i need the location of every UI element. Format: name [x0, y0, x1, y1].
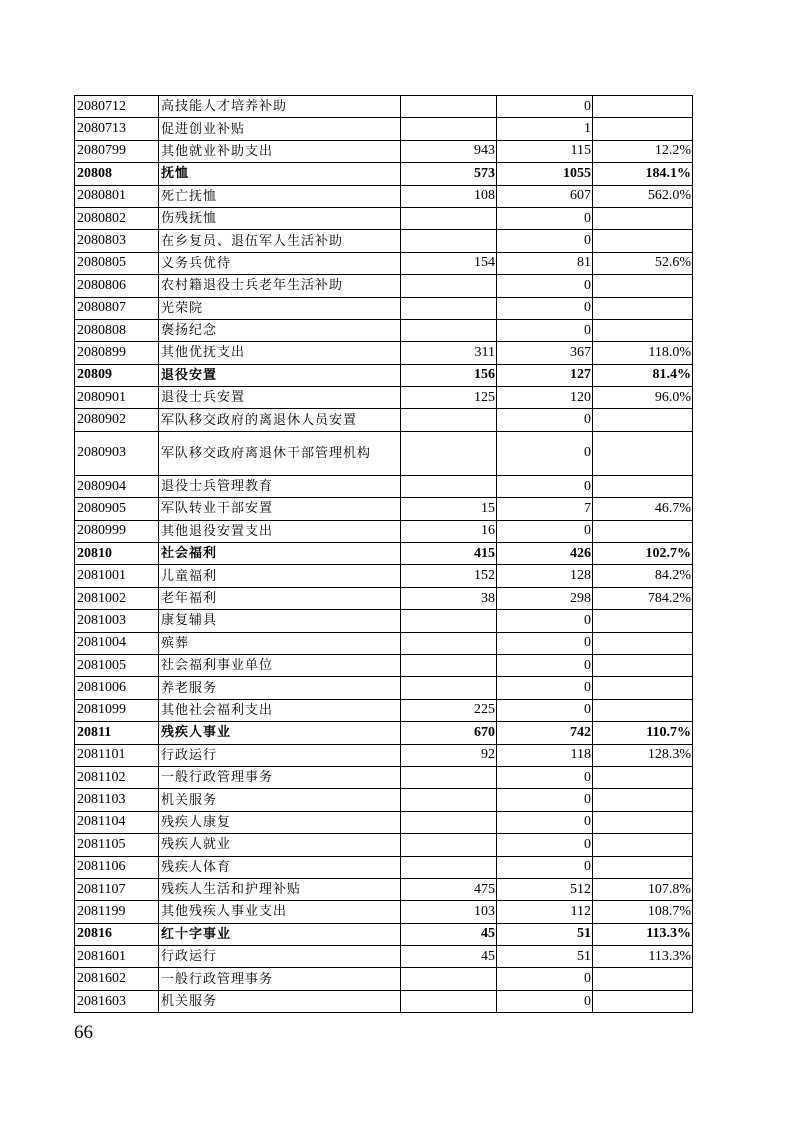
- prior-amount-cell: 156: [401, 364, 497, 386]
- ratio-cell: [593, 654, 693, 676]
- ratio-cell: [593, 230, 693, 252]
- item-name-cell: 一般行政管理事务: [159, 766, 401, 788]
- ratio-cell: 107.8%: [593, 878, 693, 900]
- table-row: [75, 565, 693, 587]
- item-name-cell: 一般行政管理事务: [159, 968, 401, 990]
- prior-amount-cell: 45: [401, 923, 497, 945]
- item-name-cell: 义务兵优待: [159, 252, 401, 274]
- table-row: [75, 654, 693, 676]
- table-row: [75, 946, 693, 968]
- current-amount-cell: 51: [497, 923, 593, 945]
- current-amount-cell: 127: [497, 364, 593, 386]
- prior-amount-cell: [401, 96, 497, 118]
- current-amount-cell: 112: [497, 901, 593, 923]
- prior-amount-cell: 16: [401, 520, 497, 542]
- prior-amount-cell: 38: [401, 587, 497, 609]
- prior-amount-cell: [401, 766, 497, 788]
- prior-amount-cell: 311: [401, 342, 497, 364]
- ratio-cell: 118.0%: [593, 342, 693, 364]
- current-amount-cell: 7: [497, 498, 593, 520]
- ratio-cell: [593, 834, 693, 856]
- ratio-cell: 81.4%: [593, 364, 693, 386]
- prior-amount-cell: [401, 431, 497, 475]
- table-row: [75, 431, 693, 475]
- current-amount-cell: 51: [497, 946, 593, 968]
- item-name-cell: 殡葬: [159, 632, 401, 654]
- item-code-cell: 2080901: [75, 387, 159, 409]
- item-name-cell: 退役士兵安置: [159, 387, 401, 409]
- item-name-cell: 行政运行: [159, 744, 401, 766]
- prior-amount-cell: [401, 677, 497, 699]
- table-row: [75, 878, 693, 900]
- current-amount-cell: 1: [497, 118, 593, 140]
- prior-amount-cell: [401, 811, 497, 833]
- prior-amount-cell: 152: [401, 565, 497, 587]
- item-name-cell: 军队移交政府离退休干部管理机构: [159, 431, 401, 475]
- current-amount-cell: 367: [497, 342, 593, 364]
- current-amount-cell: 0: [497, 789, 593, 811]
- table-row: [75, 811, 693, 833]
- prior-amount-cell: 415: [401, 543, 497, 565]
- item-code-cell: 2080801: [75, 185, 159, 207]
- current-amount-cell: 0: [497, 275, 593, 297]
- item-code-cell: 2081105: [75, 834, 159, 856]
- category-row: [75, 543, 693, 565]
- ratio-cell: [593, 275, 693, 297]
- table-row: [75, 207, 693, 229]
- item-code-cell: 2081099: [75, 699, 159, 721]
- item-name-cell: 在乡复员、退伍军人生活补助: [159, 230, 401, 252]
- current-amount-cell: 81: [497, 252, 593, 274]
- item-code-cell: 2081104: [75, 811, 159, 833]
- item-name-cell: 促进创业补贴: [159, 118, 401, 140]
- ratio-cell: [593, 811, 693, 833]
- item-name-cell: 其他残疾人事业支出: [159, 901, 401, 923]
- ratio-cell: [593, 297, 693, 319]
- item-name-cell: 抚恤: [159, 163, 401, 185]
- item-name-cell: 残疾人事业: [159, 722, 401, 744]
- category-row: [75, 722, 693, 744]
- item-code-cell: 2081199: [75, 901, 159, 923]
- ratio-cell: [593, 96, 693, 118]
- item-code-cell: 2081002: [75, 587, 159, 609]
- table-body: [75, 96, 693, 1013]
- ratio-cell: [593, 610, 693, 632]
- item-code-cell: 20808: [75, 163, 159, 185]
- current-amount-cell: 298: [497, 587, 593, 609]
- item-code-cell: 20811: [75, 722, 159, 744]
- ratio-cell: [593, 431, 693, 475]
- item-code-cell: 2081603: [75, 990, 159, 1012]
- item-code-cell: 2081103: [75, 789, 159, 811]
- prior-amount-cell: 125: [401, 387, 497, 409]
- table-row: [75, 96, 693, 118]
- table-row: [75, 990, 693, 1012]
- item-name-cell: 儿童福利: [159, 565, 401, 587]
- item-code-cell: 2081005: [75, 654, 159, 676]
- current-amount-cell: 118: [497, 744, 593, 766]
- table-row: [75, 342, 693, 364]
- table-row: [75, 409, 693, 431]
- current-amount-cell: 0: [497, 990, 593, 1012]
- current-amount-cell: 115: [497, 140, 593, 162]
- ratio-cell: 113.3%: [593, 946, 693, 968]
- current-amount-cell: 0: [497, 96, 593, 118]
- prior-amount-cell: 108: [401, 185, 497, 207]
- ratio-cell: 84.2%: [593, 565, 693, 587]
- item-code-cell: 2080713: [75, 118, 159, 140]
- current-amount-cell: 120: [497, 387, 593, 409]
- item-name-cell: 其他退役安置支出: [159, 520, 401, 542]
- prior-amount-cell: 103: [401, 901, 497, 923]
- ratio-cell: [593, 766, 693, 788]
- item-code-cell: 2081101: [75, 744, 159, 766]
- prior-amount-cell: [401, 632, 497, 654]
- table-row: [75, 744, 693, 766]
- item-name-cell: 退役安置: [159, 364, 401, 386]
- table-row: [75, 140, 693, 162]
- table-row: [75, 789, 693, 811]
- prior-amount-cell: [401, 654, 497, 676]
- current-amount-cell: 607: [497, 185, 593, 207]
- table-row: [75, 275, 693, 297]
- category-row: [75, 364, 693, 386]
- current-amount-cell: 512: [497, 878, 593, 900]
- ratio-cell: 12.2%: [593, 140, 693, 162]
- table-row: [75, 319, 693, 341]
- item-name-cell: 其他社会福利支出: [159, 699, 401, 721]
- item-name-cell: 残疾人生活和护理补贴: [159, 878, 401, 900]
- item-code-cell: 20810: [75, 543, 159, 565]
- table-row: [75, 118, 693, 140]
- prior-amount-cell: [401, 610, 497, 632]
- table-row: [75, 677, 693, 699]
- item-name-cell: 军队移交政府的离退休人员安置: [159, 409, 401, 431]
- table-row: [75, 834, 693, 856]
- item-name-cell: 机关服务: [159, 990, 401, 1012]
- table-row: [75, 587, 693, 609]
- prior-amount-cell: [401, 409, 497, 431]
- item-name-cell: 残疾人就业: [159, 834, 401, 856]
- ratio-cell: [593, 677, 693, 699]
- prior-amount-cell: [401, 230, 497, 252]
- prior-amount-cell: 475: [401, 878, 497, 900]
- item-name-cell: 残疾人康复: [159, 811, 401, 833]
- prior-amount-cell: [401, 990, 497, 1012]
- table-row: [75, 699, 693, 721]
- prior-amount-cell: 92: [401, 744, 497, 766]
- current-amount-cell: 128: [497, 565, 593, 587]
- current-amount-cell: 742: [497, 722, 593, 744]
- ratio-cell: 52.6%: [593, 252, 693, 274]
- item-code-cell: 2080712: [75, 96, 159, 118]
- ratio-cell: [593, 118, 693, 140]
- current-amount-cell: 0: [497, 834, 593, 856]
- item-name-cell: 老年福利: [159, 587, 401, 609]
- current-amount-cell: 0: [497, 654, 593, 676]
- current-amount-cell: 0: [497, 699, 593, 721]
- prior-amount-cell: 573: [401, 163, 497, 185]
- table-row: [75, 498, 693, 520]
- page-number: 66: [74, 1022, 93, 1043]
- prior-amount-cell: [401, 789, 497, 811]
- table-row: [75, 185, 693, 207]
- item-name-cell: 其他就业补助支出: [159, 140, 401, 162]
- item-code-cell: 2080899: [75, 342, 159, 364]
- ratio-cell: [593, 632, 693, 654]
- prior-amount-cell: 45: [401, 946, 497, 968]
- table-row: [75, 610, 693, 632]
- prior-amount-cell: [401, 834, 497, 856]
- current-amount-cell: 0: [497, 230, 593, 252]
- ratio-cell: 96.0%: [593, 387, 693, 409]
- item-code-cell: 2081601: [75, 946, 159, 968]
- item-name-cell: 农村籍退役士兵老年生活补助: [159, 275, 401, 297]
- current-amount-cell: 0: [497, 811, 593, 833]
- prior-amount-cell: [401, 275, 497, 297]
- item-name-cell: 红十字事业: [159, 923, 401, 945]
- item-name-cell: 行政运行: [159, 946, 401, 968]
- current-amount-cell: 0: [497, 520, 593, 542]
- ratio-cell: 108.7%: [593, 901, 693, 923]
- item-code-cell: 2081602: [75, 968, 159, 990]
- prior-amount-cell: 15: [401, 498, 497, 520]
- item-code-cell: 2080902: [75, 409, 159, 431]
- prior-amount-cell: [401, 207, 497, 229]
- item-code-cell: 2081006: [75, 677, 159, 699]
- prior-amount-cell: 670: [401, 722, 497, 744]
- ratio-cell: 113.3%: [593, 923, 693, 945]
- table-row: [75, 252, 693, 274]
- item-code-cell: 20809: [75, 364, 159, 386]
- item-name-cell: 社会福利: [159, 543, 401, 565]
- item-name-cell: 康复辅具: [159, 610, 401, 632]
- ratio-cell: [593, 699, 693, 721]
- item-code-cell: 2080805: [75, 252, 159, 274]
- ratio-cell: [593, 520, 693, 542]
- item-name-cell: 残疾人体育: [159, 856, 401, 878]
- current-amount-cell: 0: [497, 409, 593, 431]
- item-code-cell: 2081003: [75, 610, 159, 632]
- item-code-cell: 2080904: [75, 475, 159, 497]
- current-amount-cell: 0: [497, 677, 593, 699]
- ratio-cell: [593, 856, 693, 878]
- item-code-cell: 2081107: [75, 878, 159, 900]
- item-code-cell: 2080808: [75, 319, 159, 341]
- table-row: [75, 520, 693, 542]
- item-code-cell: 2080905: [75, 498, 159, 520]
- ratio-cell: [593, 475, 693, 497]
- item-code-cell: 2081106: [75, 856, 159, 878]
- ratio-cell: [593, 789, 693, 811]
- item-name-cell: 社会福利事业单位: [159, 654, 401, 676]
- item-name-cell: 死亡抚恤: [159, 185, 401, 207]
- item-name-cell: 褒扬纪念: [159, 319, 401, 341]
- table-row: [75, 856, 693, 878]
- item-name-cell: 养老服务: [159, 677, 401, 699]
- item-code-cell: 2081102: [75, 766, 159, 788]
- current-amount-cell: 1055: [497, 163, 593, 185]
- item-code-cell: 20816: [75, 923, 159, 945]
- table-row: [75, 901, 693, 923]
- current-amount-cell: 0: [497, 856, 593, 878]
- item-name-cell: 伤残抚恤: [159, 207, 401, 229]
- prior-amount-cell: [401, 475, 497, 497]
- item-code-cell: 2080799: [75, 140, 159, 162]
- category-row: [75, 163, 693, 185]
- ratio-cell: [593, 968, 693, 990]
- prior-amount-cell: [401, 968, 497, 990]
- table-row: [75, 632, 693, 654]
- table-row: [75, 968, 693, 990]
- current-amount-cell: 0: [497, 475, 593, 497]
- item-code-cell: 2080803: [75, 230, 159, 252]
- ratio-cell: 46.7%: [593, 498, 693, 520]
- item-name-cell: 退役士兵管理教育: [159, 475, 401, 497]
- table-row: [75, 475, 693, 497]
- item-code-cell: 2080903: [75, 431, 159, 475]
- prior-amount-cell: [401, 319, 497, 341]
- current-amount-cell: 0: [497, 297, 593, 319]
- table-row: [75, 387, 693, 409]
- table-row: [75, 766, 693, 788]
- current-amount-cell: 0: [497, 632, 593, 654]
- current-amount-cell: 426: [497, 543, 593, 565]
- item-name-cell: 其他优抚支出: [159, 342, 401, 364]
- ratio-cell: 110.7%: [593, 722, 693, 744]
- item-code-cell: 2080802: [75, 207, 159, 229]
- prior-amount-cell: 943: [401, 140, 497, 162]
- item-code-cell: 2080807: [75, 297, 159, 319]
- table-row: [75, 297, 693, 319]
- ratio-cell: 562.0%: [593, 185, 693, 207]
- item-name-cell: 军队转业干部安置: [159, 498, 401, 520]
- ratio-cell: [593, 990, 693, 1012]
- item-code-cell: 2081001: [75, 565, 159, 587]
- ratio-cell: [593, 409, 693, 431]
- item-name-cell: 高技能人才培养补助: [159, 96, 401, 118]
- ratio-cell: 102.7%: [593, 543, 693, 565]
- ratio-cell: 184.1%: [593, 163, 693, 185]
- category-row: [75, 923, 693, 945]
- item-code-cell: 2080999: [75, 520, 159, 542]
- item-name-cell: 光荣院: [159, 297, 401, 319]
- item-code-cell: 2081004: [75, 632, 159, 654]
- ratio-cell: [593, 207, 693, 229]
- ratio-cell: 784.2%: [593, 587, 693, 609]
- prior-amount-cell: 154: [401, 252, 497, 274]
- prior-amount-cell: [401, 118, 497, 140]
- current-amount-cell: 0: [497, 431, 593, 475]
- budget-table: [74, 95, 693, 1013]
- prior-amount-cell: 225: [401, 699, 497, 721]
- ratio-cell: 128.3%: [593, 744, 693, 766]
- table-row: [75, 230, 693, 252]
- prior-amount-cell: [401, 856, 497, 878]
- ratio-cell: [593, 319, 693, 341]
- current-amount-cell: 0: [497, 968, 593, 990]
- prior-amount-cell: [401, 297, 497, 319]
- item-name-cell: 机关服务: [159, 789, 401, 811]
- item-code-cell: 2080806: [75, 275, 159, 297]
- current-amount-cell: 0: [497, 207, 593, 229]
- current-amount-cell: 0: [497, 766, 593, 788]
- current-amount-cell: 0: [497, 610, 593, 632]
- current-amount-cell: 0: [497, 319, 593, 341]
